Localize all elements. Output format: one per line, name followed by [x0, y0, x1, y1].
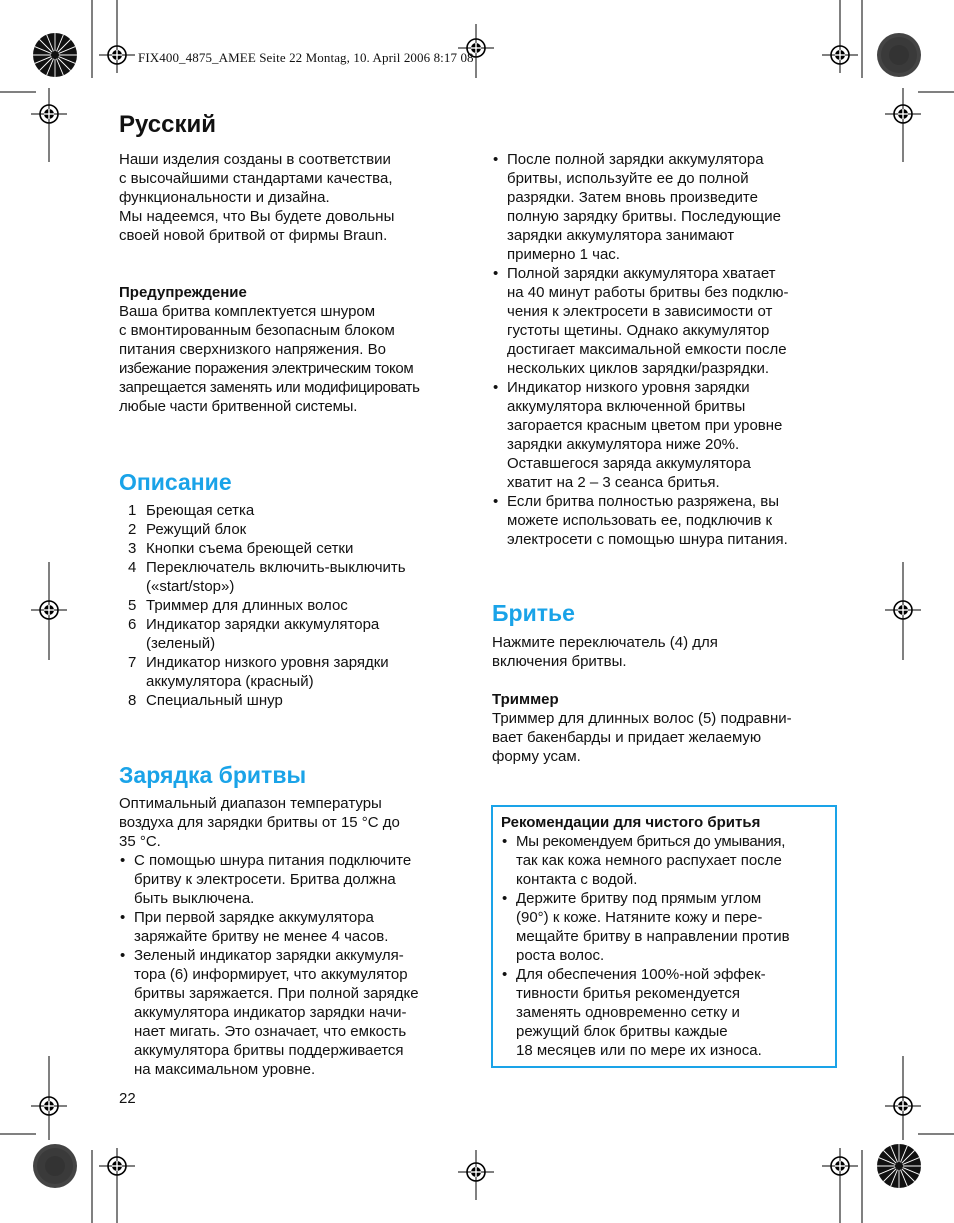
list-item: • Полной зарядки аккумулятора хватает на 40 минут работы бритвы без подклю- чения к электросети в зависимости от густоты щетины. Однако аккумулятор достигает максимальной емкости после нескольких циклов зарядки/разрядки. — [492, 264, 842, 378]
trimmer-title: Триммер — [492, 691, 559, 708]
list-item: • С помощью шнура питания подключите бритву к электросети. Бритва должна быть выключена. — [119, 851, 469, 908]
list-item: • После полной зарядки аккумулятора бритвы, используйте ее до полной разрядки. Затем вновь произведите полную зарядку бритвы. Последующие зарядки аккумулятора занимают примерно 1 час. — [492, 150, 842, 264]
tips-box — [491, 805, 837, 1068]
warning-title: Предупреждение — [119, 284, 247, 301]
charging-intro-line: Оптимальный диапазон температуры — [119, 795, 382, 812]
description-title: Описание — [119, 469, 232, 495]
print-header-info: FIX400_4875_AMEE Seite 22 Montag, 10. April 2006 8:17 08 — [138, 50, 474, 65]
warning-line: избежание поражения электрическим током — [119, 360, 414, 377]
warning-line: питания сверхнизкого напряжения. Во — [119, 341, 386, 358]
charging-title: Зарядка бритвы — [119, 762, 307, 788]
trimmer-line: форму усам. — [492, 748, 581, 765]
tips-title: Рекомендации для чистого бритья — [501, 814, 761, 831]
warning-section — [119, 283, 469, 416]
list-item: • Держите бритву под прямым углом (90°) к коже. Натяните кожу и пере- мещайте бритву в направлении против роста волос. — [501, 889, 827, 965]
intro-line: с высочайшими стандартами качества, — [119, 170, 393, 187]
shaving-line: Нажмите переключатель (4) для — [492, 634, 718, 651]
trimmer-line: вает бакенбарды и придает желаемую — [492, 729, 762, 746]
shaving-section — [492, 633, 842, 671]
trimmer-line: Триммер для длинных волос (5) подравни- — [492, 710, 792, 727]
warning-line: Ваша бритва комплектуется шнуром — [119, 303, 376, 320]
description-list — [119, 501, 469, 710]
warning-line: запрещается заменять или модифицировать — [119, 379, 420, 396]
warning-line: с вмонтированным безопасным блоком — [119, 322, 395, 339]
intro-line: Наши изделия созданы в соответствии — [119, 151, 391, 168]
intro-line: функциональности и дизайна. — [119, 189, 330, 206]
list-item: 8 Специальный шнур — [128, 692, 283, 709]
list-item: 1 Бреющая сетка — [128, 502, 255, 519]
intro-line: своей новой бритвой от фирмы Braun. — [119, 227, 388, 244]
language-title: Русский — [119, 111, 216, 138]
list-item: 4 Переключатель включить-выключить («start/stop») — [128, 559, 406, 595]
trimmer-section — [492, 690, 842, 766]
list-item: • При первой зарядке аккумулятора заряжайте бритву не менее 4 часов. — [119, 908, 469, 946]
list-item: 6 Индикатор зарядки аккумулятора (зеленый) — [128, 616, 380, 652]
charging-section — [119, 794, 469, 1079]
charging-intro-line: 35 °C. — [119, 833, 161, 850]
list-item: • Индикатор низкого уровня зарядки аккумулятора включенной бритвы загорается красным цветом при уровне зарядки аккумулятора ниже 20%. Оставшегося заряда аккумулятора хватит на 2 – 3 сеанса бритья. — [492, 378, 842, 492]
shaving-line: включения бритвы. — [492, 653, 627, 670]
list-item: • Мы рекомендуем бриться до умывания, так как кожа немного распухает после контакта с водой. — [501, 832, 827, 889]
page-number: 22 — [119, 1090, 136, 1107]
warning-line: любые части бритвенной системы. — [119, 398, 358, 415]
list-item: • Для обеспечения 100%-ной эффек- тивности бритья рекомендуется заменять одновременно сетку и режущий блок бритвы каждые 18 месяцев или по мере их износа. — [501, 965, 827, 1060]
list-item: • Если бритва полностью разряжена, вы можете использовать ее, подключив к электросети с помощью шнура питания. — [492, 492, 842, 549]
list-item: 5 Триммер для длинных волос — [128, 597, 348, 614]
shaving-title: Бритье — [492, 600, 575, 626]
intro-line: Мы надеемся, что Вы будете довольны — [119, 208, 395, 225]
intro-text — [119, 150, 469, 245]
list-item: • Зеленый индикатор зарядки аккумуля- тора (6) информирует, что аккумулятор бритвы заряжается. При полной зарядке аккумулятора индикатор зарядки начи- нает мигать. Это означает, что емкость аккумулятора бритвы поддерживается на максимальном уровне. — [119, 946, 469, 1079]
charging-intro-line: воздуха для зарядки бритвы от 15 °C до — [119, 814, 400, 831]
list-item: 2 Режущий блок — [128, 521, 247, 538]
list-item: 3 Кнопки съема бреющей сетки — [128, 540, 354, 557]
charging-section-continued — [492, 150, 842, 549]
list-item: 7 Индикатор низкого уровня зарядки аккумулятора (красный) — [128, 654, 389, 690]
